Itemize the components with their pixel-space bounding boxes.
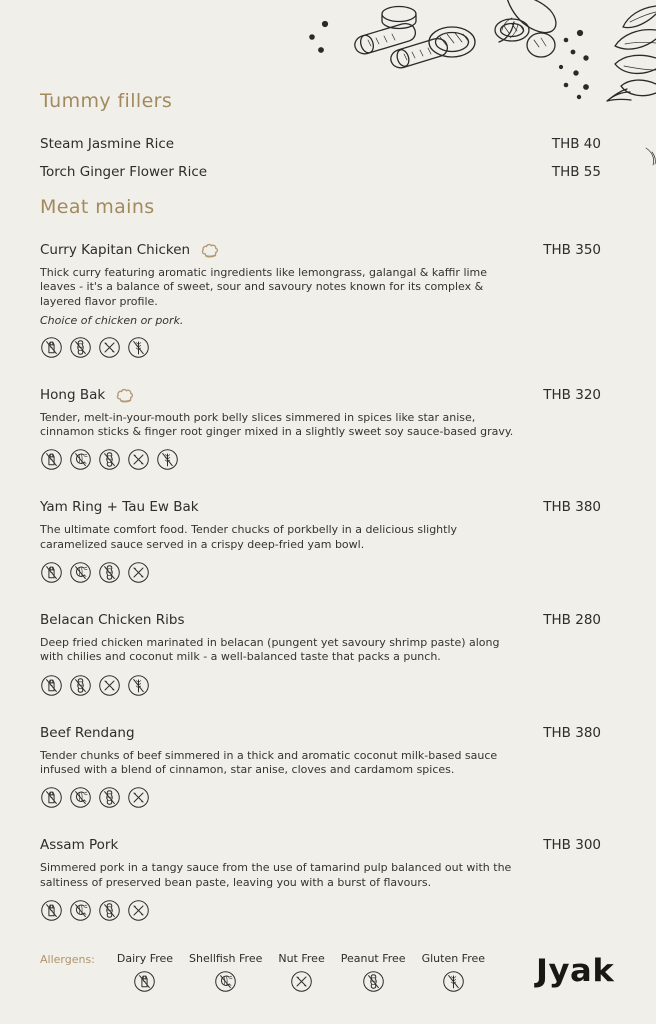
menu-item-row [40,134,601,154]
item-description: Simmered pork in a tangy sauce from the use of tamarind pulp balanced out with the saltiness of preserved bean paste, leaving you with a burst of flavours. [40,861,512,889]
item-allergen-icons [40,336,601,359]
section-title: Tummy fillers [40,90,173,112]
item-header [40,723,601,743]
menu-item-row [40,162,601,182]
item-allergen-icons [40,899,601,922]
menu-item [40,835,601,922]
item-price: THB 55 [551,164,601,180]
nut-free-icon [127,561,150,584]
item-name: Belacan Chicken Ribs [40,612,185,629]
legend-item [117,952,173,993]
item-name: Assam Pork [40,837,119,854]
item-price: THB 280 [543,612,601,629]
item-name: Steam Jasmine Rice [40,136,175,152]
item-price: THB 380 [543,724,601,741]
gluten-free-icon [127,336,150,359]
section-items [40,134,601,182]
menu-item [40,610,601,697]
dairy-free-icon [40,561,63,584]
gluten-free-icon [442,970,465,993]
dairy-free-icon [40,336,63,359]
item-allergen-icons [40,786,601,809]
legend-item [189,952,262,993]
item-name: Torch Ginger Flower Rice [40,164,208,180]
menu-item [40,385,601,472]
nut-free-icon [290,970,313,993]
peanut-free-icon [98,786,121,809]
item-price: THB 350 [543,242,601,258]
legend-label: Peanut Free [340,952,406,965]
item-name: Yam Ring + Tau Ew Bak [40,499,199,516]
item-header [40,240,601,260]
allergen-legend [117,952,485,993]
legend-item [278,952,324,993]
item-description: Tender chunks of beef simmered in a thick and aromatic coconut milk-based sauce infused with a blend of cinnamon, star anise, cloves and cardamom spices. [40,748,498,776]
allergen-footer [40,952,614,993]
item-description: Tender, melt-in-your-mouth pork belly slices simmered in spices like star anise, cinnamon sticks & finger root ginger mixed in a slightly sweet soy sauce-based gravy. [40,410,514,439]
gluten-free-icon [127,674,150,697]
item-allergen-icons [40,448,601,471]
peanut-free-icon [98,899,121,922]
chef-hat-icon [198,240,224,260]
brand-logo: Jyak [535,953,614,989]
peanut-free-icon [69,336,92,359]
dairy-free-icon [40,448,63,471]
shellfish-free-icon [69,786,92,809]
section-title: Meat mains [40,196,155,218]
item-description: Thick curry featuring aromatic ingredients like lemongrass, galangal & kaffir lime leaves - it's a balance of sweet, sour and savoury notes known for its complex & layered flavor profile. [40,266,488,308]
dairy-free-icon [40,786,63,809]
item-allergen-icons [40,674,601,697]
legend-label: Nut Free [278,952,325,965]
item-name: Beef Rendang [40,724,135,741]
section-items [40,240,601,922]
peanut-free-icon [98,448,121,471]
shellfish-free-icon [69,448,92,471]
menu-item [40,497,601,584]
nut-free-icon [98,674,121,697]
menu-item [40,240,601,359]
shellfish-free-icon [69,899,92,922]
gluten-free-icon [156,448,179,471]
nut-free-icon [127,899,150,922]
item-price: THB 320 [543,386,601,403]
legend-label: Gluten Free [421,952,486,965]
legend-item [422,952,485,993]
menu-sections [40,90,601,922]
chef-hat-icon [113,385,139,405]
nut-free-icon [98,336,121,359]
menu-section [40,90,601,182]
item-header [40,835,601,855]
item-name: Hong Bak [40,386,106,403]
item-header [40,385,601,405]
shellfish-free-icon [214,970,237,993]
dairy-free-icon [40,674,63,697]
item-description: Deep fried chicken marinated in belacan (pungent yet savoury shrimp paste) along with chilies and coconut milk - a well-balanced taste that packs a punch. [40,636,500,664]
legend-item [341,952,406,993]
item-name: Curry Kapitan Chicken [40,242,191,258]
nut-free-icon [127,786,150,809]
dairy-free-icon [40,899,63,922]
item-header [40,610,601,630]
peanut-free-icon [98,561,121,584]
item-price: THB 300 [543,837,601,854]
dairy-free-icon [133,970,156,993]
item-price: THB 380 [543,499,601,516]
item-note: Choice of chicken or pork. [40,313,184,327]
legend-label: Shellfish Free [189,952,263,965]
peanut-free-icon [69,674,92,697]
item-allergen-icons [40,561,601,584]
menu-item [40,723,601,810]
legend-label: Dairy Free [116,952,174,965]
menu-section [40,196,601,922]
nut-free-icon [127,448,150,471]
allergens-label: Allergens: [40,953,95,966]
item-description: The ultimate comfort food. Tender chucks of porkbelly in a delicious slightly caramelized sauce served in a crispy deep-fried yam bowl. [40,523,458,551]
item-price: THB 40 [551,136,601,152]
shellfish-free-icon [69,561,92,584]
item-header [40,497,601,517]
peanut-free-icon [362,970,385,993]
